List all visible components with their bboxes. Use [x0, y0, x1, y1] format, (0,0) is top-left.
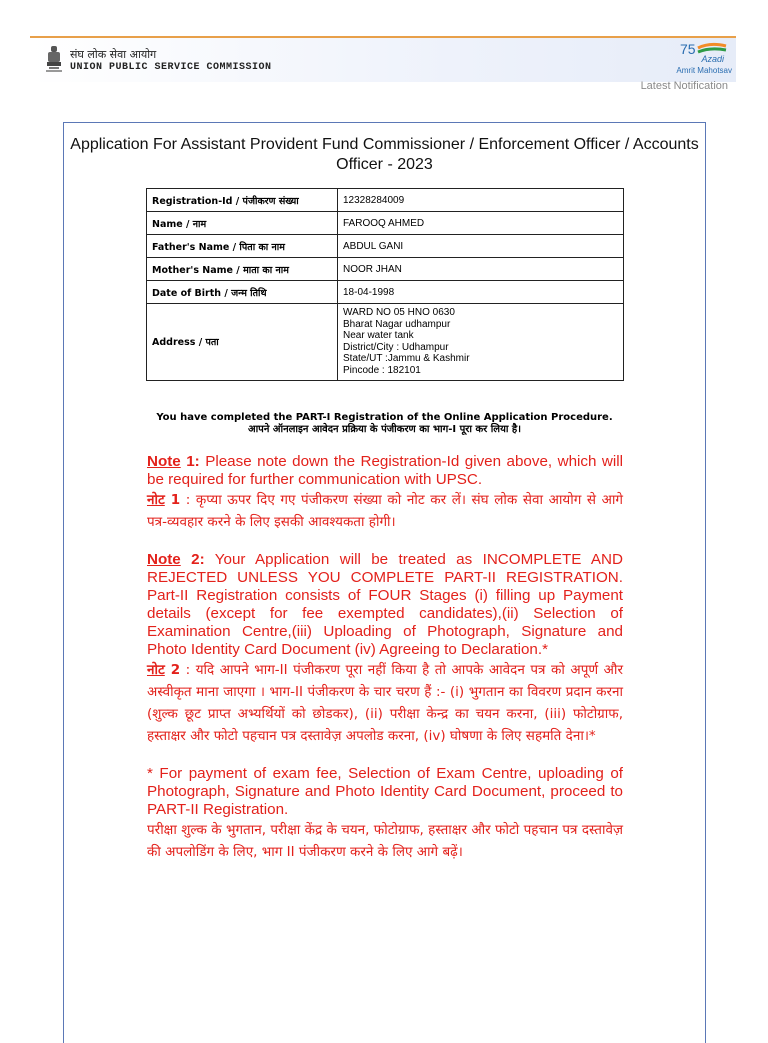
note-number: 2	[164, 662, 181, 678]
detail-label: Address / पता	[147, 304, 338, 381]
address-value	[338, 304, 624, 381]
note-label: Note	[147, 453, 181, 470]
detail-label: Date of Birth / जन्म तिथि	[147, 281, 338, 304]
svg-text:75: 75	[680, 41, 696, 57]
note2-hi	[147, 659, 623, 747]
table-row	[147, 304, 624, 381]
father-name-value: ABDUL GANI	[338, 235, 624, 258]
table-row	[147, 212, 624, 235]
note-text: Please note down the Registration-Id given above, which will be required for further communication with UPSC.	[147, 453, 623, 488]
notes-section	[147, 453, 623, 863]
detail-label: Father's Name / पिता का नाम	[147, 235, 338, 258]
note-number: 1	[164, 492, 181, 508]
note1-hi	[147, 489, 623, 533]
note-label: नोट	[147, 662, 165, 678]
footnote-hi: परीक्षा शुल्क के भुगतान, परीक्षा केंद्र के चयन, फोटोग्राफ, हस्ताक्षर और फोटो पहचान पत्र दस्तावेज़ की अपलोडिंग के लिए, भाग II पंजीकरण करने के लिए आगे बढ़ें।	[147, 822, 623, 860]
mother-name-value: NOOR JHAN	[338, 258, 624, 281]
detail-label: Mother's Name / माता का नाम	[147, 258, 338, 281]
note-text: : कृप्या ऊपर दिए गए पंजीकरण संख्या को नोट कर लें। संघ लोक सेवा आयोग से आगे पत्र-व्यवहार करने के लिए इसकी आवश्यकता होगी।	[147, 492, 624, 530]
table-row	[147, 258, 624, 281]
footnote-en: * For payment of exam fee, Selection of Exam Centre, uploading of Photograph, Signature and Photo Identity Card Document, proceed to PART-II Registration.	[147, 765, 623, 818]
address-line: State/UT :Jammu & Kashmir	[343, 353, 470, 365]
org-name-english: UNION PUBLIC SERVICE COMMISSION	[70, 62, 272, 73]
table-row	[147, 235, 624, 258]
completion-message	[64, 412, 705, 436]
note-text: : यदि आपने भाग-II पंजीकरण पूरा नहीं किया है तो आपके आवेदन पत्र को अपूर्ण और अस्वीकृत माना जाएगा । भाग-II पंजीकरण के चार चरण हैं :- (i) भुगतान का विवरण प्रदान करना (शुल्क छूट प्राप्त अभ्यर्थियों को छोडकर), (ii) परीक्षा केन्द्र का चयन करना, (iii) फोटोग्राफ, हस्ताक्षर और फोटो पहचान पत्र दस्तावेज़ अपलोड करना, (iv) घोषणा के लिए सहमति देना।*	[147, 662, 623, 744]
address-line: District/City : Udhampur	[343, 341, 449, 353]
org-name-hindi: संघ लोक सेवा आयोग	[70, 48, 157, 61]
registration-id-value: 12328284009	[338, 189, 624, 212]
note2-en	[147, 551, 623, 659]
azadi-logo-subtext: Amrit Mahotsav	[676, 66, 732, 75]
name-value: FAROOQ AHMED	[338, 212, 624, 235]
completion-message-hi: आपने ऑनलाइन आवेदन प्रक्रिया के पंजीकरण का भाग-I पूरा कर लिया है।	[247, 424, 522, 435]
detail-label: Name / नाम	[147, 212, 338, 235]
address-line: Bharat Nagar udhampur	[343, 318, 451, 330]
registration-details-table	[146, 188, 624, 381]
note-text: Your Application will be treated as INCOMPLETE AND REJECTED UNLESS YOU COMPLETE PART-II REGISTRATION. Part-II Registration consists of FOUR Stages (i) filling up Payment details (except for fee exempted candidates),(ii) Selection of Examination Centre,(iii) Uploading of Photograph, Signature and Photo Identity Card Document (iv) Agreeing to Declaration.*	[147, 551, 623, 658]
note-number: 2:	[180, 551, 205, 568]
note1-en	[147, 453, 623, 489]
note-label: नोट	[147, 492, 165, 508]
address-line: Near water tank	[343, 330, 414, 342]
page-title: Application For Assistant Provident Fund Commissioner / Enforcement Officer / Accounts Officer - 2023	[70, 136, 699, 173]
date-of-birth-value: 18-04-1998	[338, 281, 624, 304]
national-emblem-icon	[44, 44, 64, 74]
address-line: Pincode : 182101	[343, 364, 421, 376]
address-line: WARD NO 05 HNO 0630	[343, 307, 455, 318]
table-row	[147, 189, 624, 212]
application-card	[63, 122, 706, 1043]
latest-notification-link[interactable]: Latest Notification	[640, 80, 728, 92]
azadi-logo-text: Azadi	[701, 54, 724, 64]
detail-label: Registration-Id / पंजीकरण संख्या	[147, 189, 338, 212]
table-row	[147, 281, 624, 304]
page-header	[30, 36, 736, 82]
note-number: 1:	[180, 453, 200, 470]
completion-message-en: You have completed the PART-I Registration of the Online Application Procedure.	[156, 412, 613, 423]
note-label: Note	[147, 551, 181, 568]
